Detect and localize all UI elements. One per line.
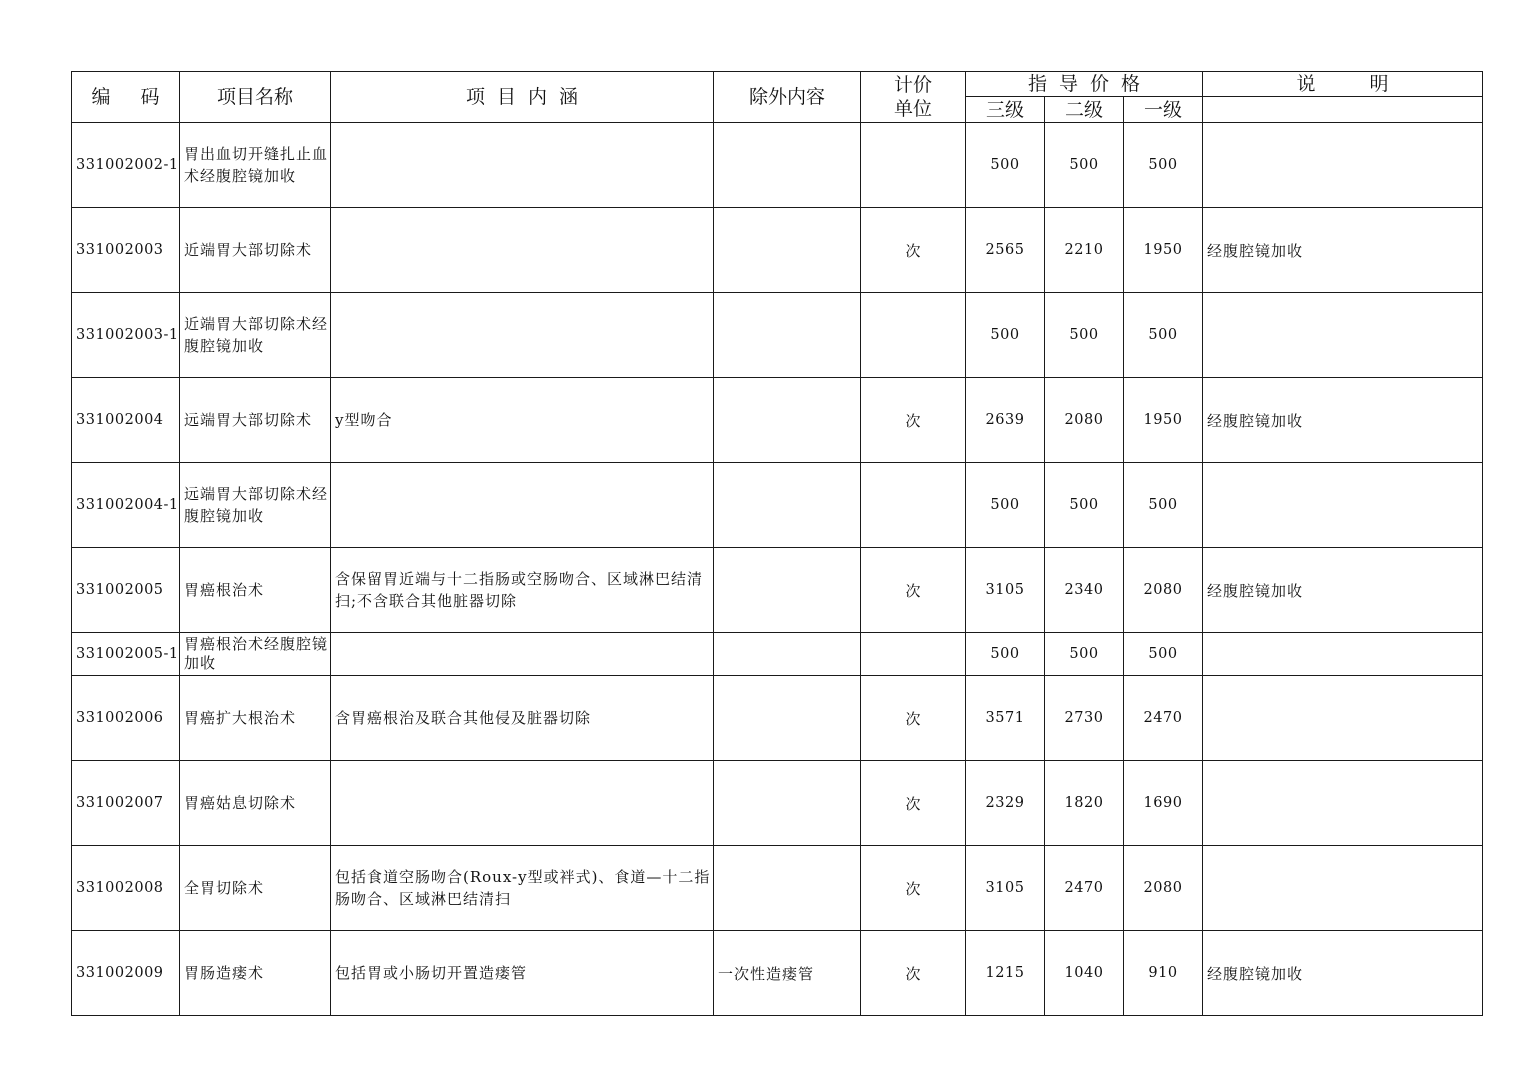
price-table xyxy=(71,71,1483,1016)
table-row xyxy=(72,293,1483,378)
cell-price-level2: 500 xyxy=(1045,633,1124,676)
header-name: 项目名称 xyxy=(180,72,331,123)
cell-note: 经腹腔镜加收 xyxy=(1203,548,1483,633)
cell-exclusion xyxy=(714,463,861,548)
header-content: 项 目 内 涵 xyxy=(331,72,714,123)
cell-unit: 次 xyxy=(861,208,966,293)
cell-unit: 次 xyxy=(861,846,966,931)
cell-name: 胃癌根治术 xyxy=(180,548,331,633)
cell-price-level1: 500 xyxy=(1124,293,1203,378)
cell-content: 含保留胃近端与十二指肠或空肠吻合、区域淋巴结清扫;不含联合其他脏器切除 xyxy=(331,548,714,633)
cell-price-level1: 1950 xyxy=(1124,378,1203,463)
cell-code: 331002004 xyxy=(72,378,180,463)
cell-name: 近端胃大部切除术 xyxy=(180,208,331,293)
table-row xyxy=(72,633,1483,676)
cell-name: 近端胃大部切除术经腹腔镜加收 xyxy=(180,293,331,378)
cell-exclusion xyxy=(714,293,861,378)
cell-content: y型吻合 xyxy=(331,378,714,463)
cell-price-level2: 2210 xyxy=(1045,208,1124,293)
header-unit: 计价 单位 xyxy=(861,72,966,123)
cell-price-level2: 1820 xyxy=(1045,761,1124,846)
cell-price-level1: 500 xyxy=(1124,463,1203,548)
cell-price-level3: 3105 xyxy=(966,846,1045,931)
cell-content xyxy=(331,463,714,548)
cell-name: 胃肠造瘘术 xyxy=(180,931,331,1016)
cell-note xyxy=(1203,633,1483,676)
cell-code: 331002009 xyxy=(72,931,180,1016)
cell-price-level1: 1690 xyxy=(1124,761,1203,846)
cell-price-level2: 2730 xyxy=(1045,676,1124,761)
cell-exclusion: 一次性造瘘管 xyxy=(714,931,861,1016)
cell-unit: 次 xyxy=(861,931,966,1016)
cell-name: 远端胃大部切除术经腹腔镜加收 xyxy=(180,463,331,548)
header-level1: 一级 xyxy=(1124,97,1203,123)
header-note: 说 明 xyxy=(1203,72,1483,97)
cell-price-level2: 2340 xyxy=(1045,548,1124,633)
cell-code: 331002006 xyxy=(72,676,180,761)
cell-price-level1: 2470 xyxy=(1124,676,1203,761)
cell-price-level3: 1215 xyxy=(966,931,1045,1016)
cell-note: 经腹腔镜加收 xyxy=(1203,378,1483,463)
cell-content xyxy=(331,633,714,676)
cell-price-level1: 2080 xyxy=(1124,846,1203,931)
header-exclusion: 除外内容 xyxy=(714,72,861,123)
cell-content xyxy=(331,761,714,846)
cell-content: 含胃癌根治及联合其他侵及脏器切除 xyxy=(331,676,714,761)
cell-price-level2: 2470 xyxy=(1045,846,1124,931)
table-header xyxy=(72,72,1483,123)
cell-price-level2: 500 xyxy=(1045,293,1124,378)
table-row xyxy=(72,378,1483,463)
cell-unit xyxy=(861,123,966,208)
cell-unit xyxy=(861,293,966,378)
cell-exclusion xyxy=(714,208,861,293)
cell-note xyxy=(1203,676,1483,761)
cell-unit: 次 xyxy=(861,761,966,846)
table-row xyxy=(72,846,1483,931)
cell-exclusion xyxy=(714,123,861,208)
cell-price-level1: 500 xyxy=(1124,123,1203,208)
cell-content: 包括食道空肠吻合(Roux-y型或袢式)、食道—十二指肠吻合、区域淋巴结清扫 xyxy=(331,846,714,931)
cell-content xyxy=(331,208,714,293)
cell-price-level1: 2080 xyxy=(1124,548,1203,633)
cell-name: 远端胃大部切除术 xyxy=(180,378,331,463)
cell-content xyxy=(331,123,714,208)
cell-exclusion xyxy=(714,633,861,676)
cell-code: 331002002-1 xyxy=(72,123,180,208)
cell-price-level3: 3571 xyxy=(966,676,1045,761)
cell-note xyxy=(1203,463,1483,548)
cell-name: 全胃切除术 xyxy=(180,846,331,931)
cell-code: 331002008 xyxy=(72,846,180,931)
table-row xyxy=(72,123,1483,208)
header-level3: 三级 xyxy=(966,97,1045,123)
table-row xyxy=(72,761,1483,846)
cell-unit xyxy=(861,633,966,676)
cell-code: 331002003 xyxy=(72,208,180,293)
cell-code: 331002007 xyxy=(72,761,180,846)
cell-note xyxy=(1203,123,1483,208)
cell-exclusion xyxy=(714,761,861,846)
cell-note: 经腹腔镜加收 xyxy=(1203,208,1483,293)
cell-unit xyxy=(861,463,966,548)
cell-code: 331002003-1 xyxy=(72,293,180,378)
cell-price-level3: 2639 xyxy=(966,378,1045,463)
cell-note xyxy=(1203,846,1483,931)
cell-price-level3: 500 xyxy=(966,293,1045,378)
cell-price-level2: 2080 xyxy=(1045,378,1124,463)
cell-note xyxy=(1203,761,1483,846)
cell-exclusion xyxy=(714,378,861,463)
cell-price-level3: 500 xyxy=(966,633,1045,676)
cell-price-level1: 910 xyxy=(1124,931,1203,1016)
cell-price-level3: 500 xyxy=(966,463,1045,548)
cell-price-level3: 500 xyxy=(966,123,1045,208)
cell-price-level2: 500 xyxy=(1045,463,1124,548)
cell-price-level3: 3105 xyxy=(966,548,1045,633)
table-body xyxy=(72,123,1483,1016)
table-row xyxy=(72,208,1483,293)
cell-price-level2: 1040 xyxy=(1045,931,1124,1016)
cell-price-level1: 500 xyxy=(1124,633,1203,676)
cell-price-level1: 1950 xyxy=(1124,208,1203,293)
table-row xyxy=(72,676,1483,761)
table-row xyxy=(72,931,1483,1016)
cell-price-level2: 500 xyxy=(1045,123,1124,208)
cell-unit: 次 xyxy=(861,676,966,761)
cell-exclusion xyxy=(714,548,861,633)
table-row xyxy=(72,463,1483,548)
header-guide-price: 指 导 价 格 xyxy=(966,72,1203,97)
header-note-blank xyxy=(1203,97,1483,123)
cell-name: 胃出血切开缝扎止血术经腹腔镜加收 xyxy=(180,123,331,208)
cell-price-level3: 2565 xyxy=(966,208,1045,293)
cell-code: 331002005-1 xyxy=(72,633,180,676)
cell-content xyxy=(331,293,714,378)
cell-content: 包括胃或小肠切开置造瘘管 xyxy=(331,931,714,1016)
cell-code: 331002005 xyxy=(72,548,180,633)
cell-unit: 次 xyxy=(861,548,966,633)
table-row xyxy=(72,548,1483,633)
cell-exclusion xyxy=(714,676,861,761)
cell-name: 胃癌扩大根治术 xyxy=(180,676,331,761)
cell-price-level3: 2329 xyxy=(966,761,1045,846)
header-level2: 二级 xyxy=(1045,97,1124,123)
header-code: 编 码 xyxy=(72,72,180,123)
cell-note xyxy=(1203,293,1483,378)
cell-code: 331002004-1 xyxy=(72,463,180,548)
cell-note: 经腹腔镜加收 xyxy=(1203,931,1483,1016)
cell-unit: 次 xyxy=(861,378,966,463)
cell-name: 胃癌姑息切除术 xyxy=(180,761,331,846)
cell-name: 胃癌根治术经腹腔镜加收 xyxy=(180,633,331,676)
cell-exclusion xyxy=(714,846,861,931)
